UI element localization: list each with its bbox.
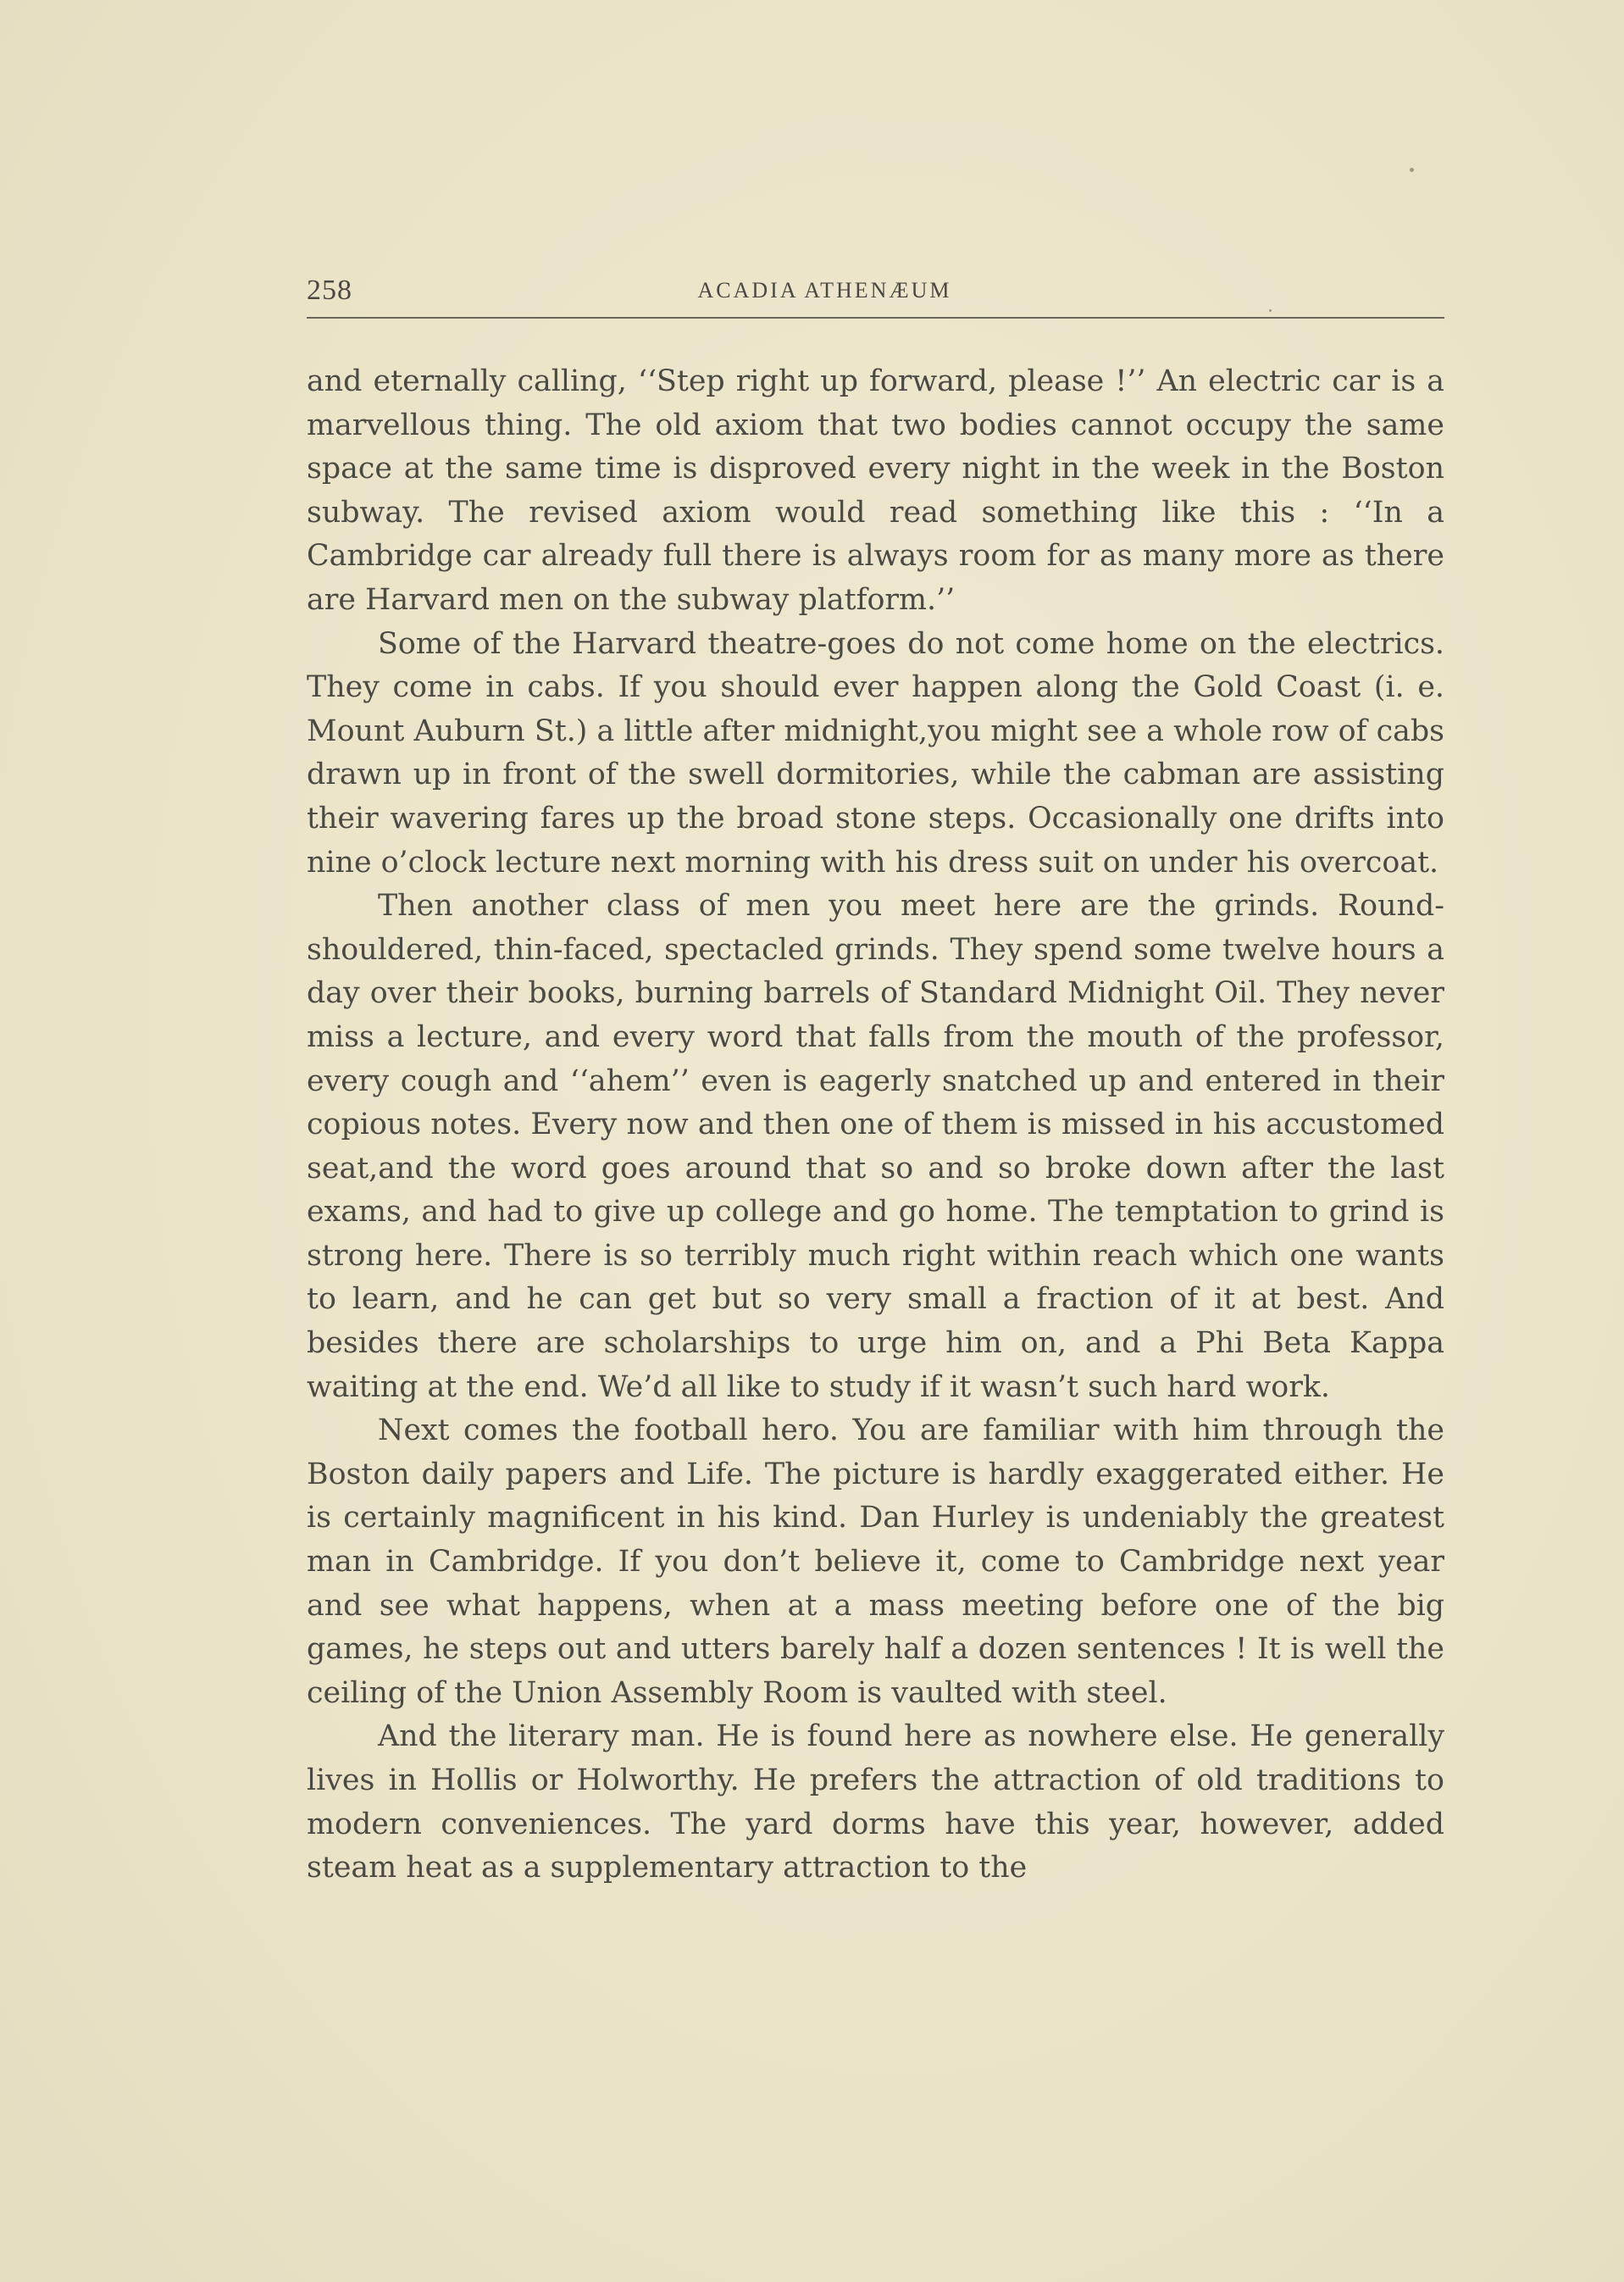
paragraph-5: And the literary man. He is found here as nowhere else. He generally lives in Hollis or Holworthy. He prefers the attraction of old traditions to modern conveniences. The yard dorms have this year, however, added steam heat as a supplementary attraction to the xyxy=(307,1719,1444,1885)
paragraph-3: Then another class of men you meet here are the grinds. Round-shouldered, thin-faced, spectacled grinds. They spend some twelve hours a day over their books, burning barrels of Standard Midnight Oil. They never miss a lecture, and every word that falls from the mouth of the professor, every cough and ‘‘ahem’’ even is eagerly snatched up and entered in their copious notes. Every now and then one of them is missed in his accustomed seat,and the word goes around that so and so broke down after the last exams, and had to give up college and go home. The temptation to grind is strong here. There is so terribly much right within reach which one wants to learn, and he can get but so very small a fraction of it at best. And besides there are scholarships to urge him on, and a Phi Beta Kappa waiting at the end. We’d all like to study if it wasn’t such hard work. xyxy=(307,889,1444,1404)
page-number: 258 xyxy=(307,275,352,306)
paper-speck xyxy=(1410,168,1414,172)
paragraph-4: Next comes the football hero. You are familiar with him through the Boston daily papers and Life. The picture is hardly exaggerated either. He is certainly magnificent in his kind. Dan Hurley is undeniably the greatest man in Cambridge. If you don’t believe it, come to Cambridge next year and see what happens, when at a mass meeting before one of the big games, he steps out and utters barely half a dozen sentences ! It is well the ceiling of the Union Assembly Room is vaulted with steel. xyxy=(307,1413,1444,1710)
paragraph-1: and eternally calling, ‘‘Step right up forward, please !’’ An electric car is a marvellous thing. The old axiom that two bodies cannot occupy the same space at the same time is disproved every night in the week in the Boston subway. The revised axiom would read something like this : ‘‘In a Cambridge car already full there is always room for as many more as there are Harvard men on the subway platform.’’ xyxy=(307,364,1444,617)
body-text xyxy=(307,360,1444,1891)
page-header xyxy=(307,269,1444,319)
running-head: ACADIA ATHENÆUM xyxy=(697,278,952,303)
paragraph-2: Some of the Harvard theatre-goes do not come home on the electrics. They come in cabs. If you should ever happen along the Gold Coast (i. e. Mount Auburn St.) a little after midnight,you might see a whole row of cabs drawn up in front of the swell dormitories, while the cabman are assisting their wavering fares up the broad stone steps. Occasionally one drifts into nine o’clock lecture next morning with his dress suit on under his overcoat. xyxy=(307,626,1444,880)
